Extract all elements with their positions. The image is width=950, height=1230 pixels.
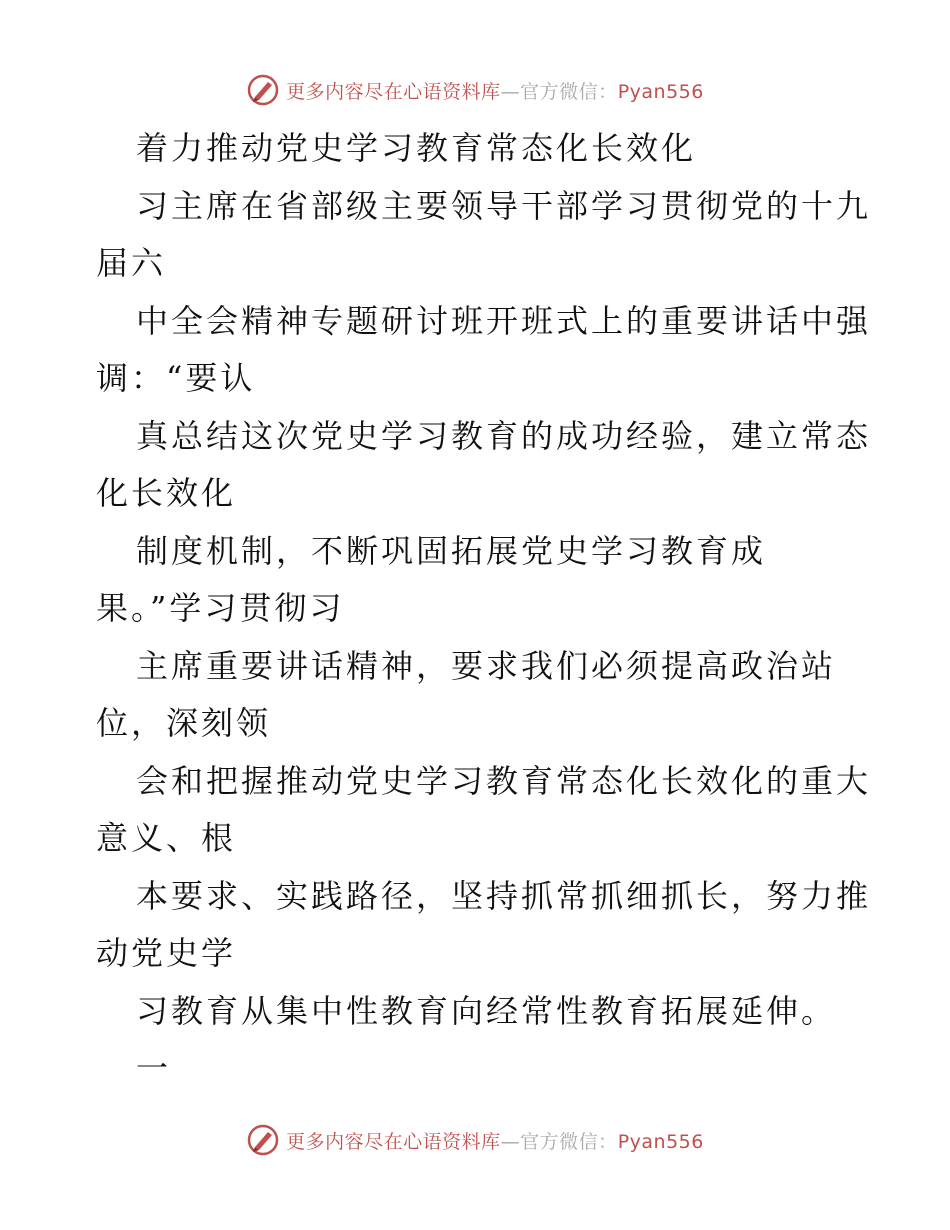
paragraph-line: 主席重要讲话精神，要求我们必须提高政治站 <box>136 646 837 685</box>
paragraph-line: 位，深刻领 <box>96 704 272 742</box>
footer-banner <box>0 1120 950 1160</box>
paragraph-line: 调：“要认 <box>96 359 256 397</box>
paragraph-line: 动党史学 <box>96 934 237 972</box>
header-banner <box>0 70 950 110</box>
paragraph-line: 本要求、实践路径，坚持抓常抓细抓长，努力推 <box>136 876 872 915</box>
paragraph-line: 意义、根 <box>96 819 237 857</box>
paragraph-line: 习主席在省部级主要领导干部学习贯彻党的十九 <box>136 186 872 225</box>
paragraph-line: 制度机制，不断巩固拓展党史学习教育成 <box>136 531 767 570</box>
paragraph-line: 真总结这次党史学习教育的成功经验，建立常态 <box>136 416 872 455</box>
paragraph-line: 会和把握推动党史学习教育常态化长效化的重大 <box>136 761 872 800</box>
paragraph-line: 果。”学习贯彻习 <box>96 589 345 627</box>
paragraph-line: 中全会精神专题研讨班开班式上的重要讲话中强 <box>136 301 872 340</box>
document-body <box>96 120 872 1098</box>
pen-logo-icon <box>246 73 280 107</box>
paragraph-line: 届六 <box>96 244 167 282</box>
pen-logo-icon <box>246 1123 280 1157</box>
paragraph-line: 化长效化 <box>96 474 237 512</box>
footer-banner-text: 更多内容尽在心语资料库—官方微信：Pyan556 <box>286 1130 704 1153</box>
paragraph-line: 习教育从集中性教育向经常性教育拓展延伸。 <box>136 991 837 1030</box>
document-title: 着力推动党史学习教育常态化长效化 <box>136 129 697 167</box>
paragraph-line: 一 <box>136 1049 172 1087</box>
header-banner-text: 更多内容尽在心语资料库—官方微信：Pyan556 <box>286 80 704 103</box>
